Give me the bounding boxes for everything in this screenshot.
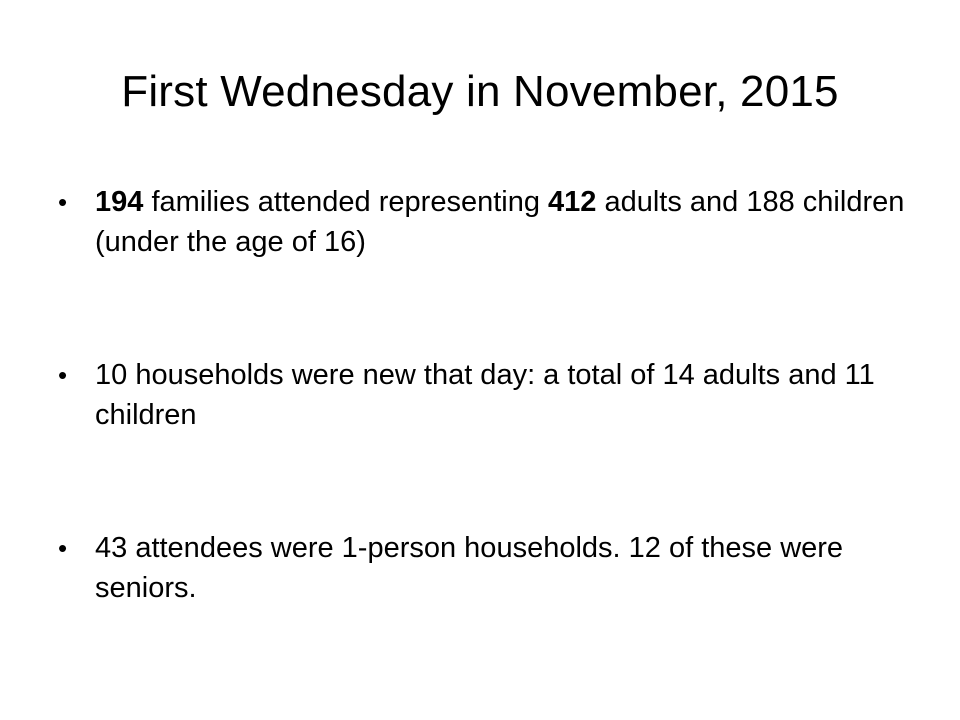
bullet-item-new-households [58, 355, 918, 435]
adults-children-text: adults and 188 children (under the age of 16) [95, 186, 905, 258]
bullet-item-one-person-households [58, 528, 918, 608]
families-count: 194 [95, 186, 144, 218]
families-text: families attended representing [143, 186, 549, 218]
bullet-point-icon: • [58, 360, 68, 390]
bullet-point-icon: • [58, 187, 68, 217]
bullet-list [58, 182, 918, 608]
bullet-point-icon: • [58, 533, 68, 563]
slide-title: First Wednesday in November, 2015 [121, 67, 839, 116]
adults-count: 412 [548, 186, 597, 218]
bullet-item-families [58, 182, 918, 262]
one-person-households-text: 43 attendees were 1-person households. 12 of these were seniors. [95, 532, 844, 604]
new-households-text: 10 households were new that day: a total of 14 adults and 11 children [95, 359, 875, 431]
